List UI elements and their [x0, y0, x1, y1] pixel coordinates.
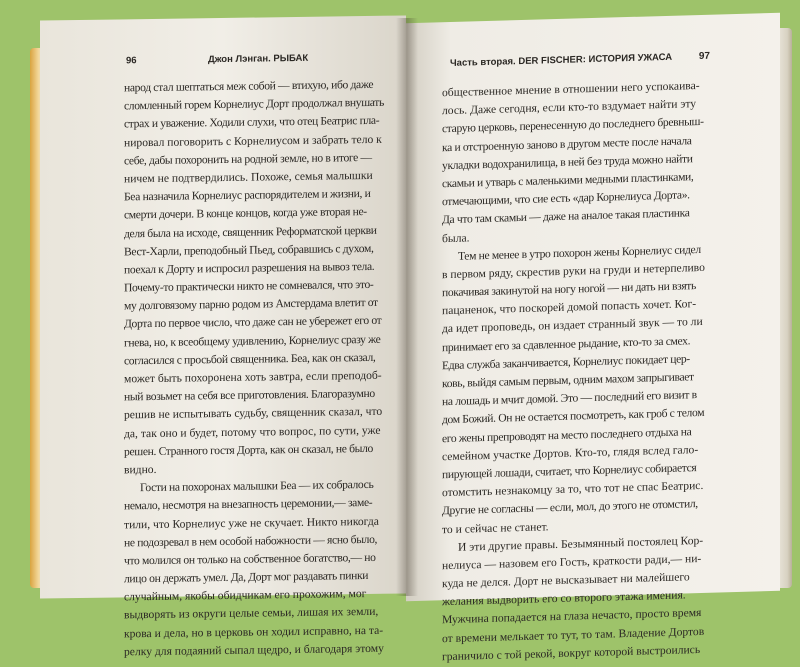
text-line: отмечающими, что сие есть «дар Корнелиуса Дорта». — [442, 188, 690, 209]
text-line: себе, дабы похоронить на родной земле, но в итоге — — [124, 150, 372, 168]
text-line: пацаненок, что поскорей домой попасть хочет. Ког- — [442, 297, 697, 318]
text-line: лось. Даже сегодня, если кто-то вздумает найти эту — [442, 97, 697, 118]
text-line: да идет проповедь, он издает странный звук — то ли — [442, 315, 703, 336]
text-line: Дорта по первое число, что даже сан не убережет его от — [124, 314, 382, 331]
text-line: желания выдворить его со второго этажа имения. — [442, 588, 686, 609]
text-line: Да что там скамьи — даже на аналое такая пластинка — [442, 206, 690, 227]
text-line: народ стал шептаться меж собой — втихую, ибо даже — [124, 77, 374, 95]
text-line: релку для подаяний сыпал щедро, и благодаря этому — [124, 641, 384, 659]
right-page-header — [406, 49, 780, 75]
text-line: сломленный горем Корнелиус Дорт продолжал внушать — [124, 95, 384, 113]
text-line: ка и отстроенную заново в другом месте после начала — [442, 133, 692, 154]
text-line: Мужчина попадается на глаза нечасто, просто время — [442, 606, 702, 627]
text-line: Гости на похоронах малышки Беа — их собралось — [140, 478, 374, 495]
left-page-body — [124, 76, 384, 662]
right-page-body — [442, 77, 706, 666]
text-line: отомстить незнакомцу за то, что тот не спас Беатрис. — [442, 479, 704, 500]
text-line: скамьи и утварь с маленькими медными пластинками, — [442, 170, 694, 191]
text-line: видно. — [124, 462, 157, 477]
right-running-head: Часть вторая. DER FISCHER: ИСТОРИЯ УЖАСА — [450, 51, 673, 69]
text-line: дом Божий. Он не остается посмотреть, как гроб с телом — [442, 406, 705, 427]
text-line: Почему-то практически никто не сомневался, что это- — [124, 277, 374, 295]
text-line: решен. Странного гостя Дорта, как он сказал, не было — [124, 441, 373, 459]
text-line: да, так оно и будет, потому что вопрос, по сути, уже — [124, 423, 381, 440]
text-line: пирующей лошади, считает, что Корнелиус собирается — [442, 461, 697, 482]
text-line: согласился с просьбой священника. Беа, как он сказал, — [124, 350, 376, 368]
text-line: ный возьмет на себя все приготовления. Благоразумно — [124, 387, 375, 404]
text-line: выдворять из округи целые семьи, лишая их земли, — [124, 605, 379, 622]
text-line: Едва служба заканчивается, Корнелиус покидает цер- — [442, 352, 690, 373]
text-line: старую церковь, перенесенную до последнего бревныш- — [442, 115, 704, 136]
text-line: семейном участке Дортов. Кто-то, глядя вслед гало- — [442, 442, 699, 463]
text-line: от времени мелькает то тут, то там. Владение Дортов — [442, 624, 705, 645]
text-line: ничем не подтвердились. Похоже, семья малышки — [124, 168, 373, 186]
left-page — [40, 15, 406, 659]
text-line: на лошадь и мчит домой. Это — последний его визит в — [442, 388, 697, 409]
text-line: принимает его за сдавленное рыдание, кто-то за смех. — [442, 333, 691, 354]
text-line: му долговязому парню родом из Амстердама влетит от — [124, 296, 378, 313]
text-line: не подозревал в нем особой набожности — ясно было, — [124, 532, 378, 550]
text-line: покачивая закинутой на ногу ногой — ни дать ни взять — [442, 279, 696, 300]
text-line: его жены препроводят на место последнего отдыха на — [442, 424, 692, 445]
text-line: ковь, выйдя самым первым, одним махом запрыгивает — [442, 370, 694, 391]
text-line: крова и дела, но в церковь он ходил исправно, на та- — [124, 623, 384, 641]
text-line: укладки водохранилища, в ней без труда можно найти — [442, 151, 693, 172]
text-line: общественное мнение в отношении него успокаива- — [442, 79, 700, 100]
text-line: что молился он только на собственное богатство,— но — [124, 550, 376, 568]
right-page-number: 97 — [698, 50, 710, 63]
text-line: то и сейчас не станет. — [442, 519, 549, 536]
text-line: Беа назначила Корнелиус распорядителем и жизни, и — [124, 187, 371, 204]
text-line: нировал поговорить с Корнелиусом и забрать тело к — [124, 132, 382, 149]
text-line: нелиуса — назовем его Гость, краткости ради,— ни- — [442, 551, 702, 573]
text-line: в первом ряду, скрестив руки на груди и нетерпеливо — [442, 260, 705, 282]
text-line: смерти дочери. В конце концов, когда уже вторая не- — [124, 205, 367, 222]
right-page — [406, 13, 780, 664]
text-line: Другие не согласны — если, мол, до этого не отомстил, — [442, 497, 698, 518]
text-line: деля была на исходе, священник Реформатской церкви — [124, 223, 377, 240]
text-line: граничило с той рекой, вокруг которой выстроились — [442, 642, 701, 664]
text-line: случайным, якобы обидчикам его прохожим, мог — [124, 587, 367, 604]
text-line: немало, несмотря на внезапность церемонии,— заме- — [124, 496, 373, 513]
left-page-number: 96 — [126, 55, 137, 67]
text-line: И эти другие правы. Безымянный постоялец Кор- — [458, 533, 704, 554]
text-line: была. — [442, 230, 470, 245]
text-line: куда не делся. Дорт не высказывает ни малейшего — [442, 570, 690, 591]
left-running-head: Джон Лэнган. РЫБАК — [208, 52, 309, 66]
text-line: поехал к Дорту и испросил разрешения на вывоз тела. — [124, 259, 375, 277]
text-line: может быть похоронена хоть завтра, если преподоб- — [124, 368, 382, 386]
text-line: Вест-Харли, преподобный Пьед, собравшись с духом, — [124, 241, 374, 259]
text-line: лицо он держать умел. Да, Дорт мог раздавать пинки — [124, 569, 369, 586]
left-page-header — [40, 51, 406, 72]
text-line: тили, что Корнелиус уже не скучает. Никто никогда — [124, 514, 379, 531]
text-line: страх и уважение. Ходили слухи, что отец Беатрис пла- — [124, 114, 380, 131]
text-line: Тем не менее в утро похорон жены Корнелиус сидел — [458, 242, 701, 263]
open-book — [40, 18, 780, 664]
text-line: решив не испытывать судьбу, священник сказал, что — [124, 405, 383, 422]
text-line: гнева, но, к всеобщему удивлению, Корнелиус сразу же — [124, 332, 381, 350]
